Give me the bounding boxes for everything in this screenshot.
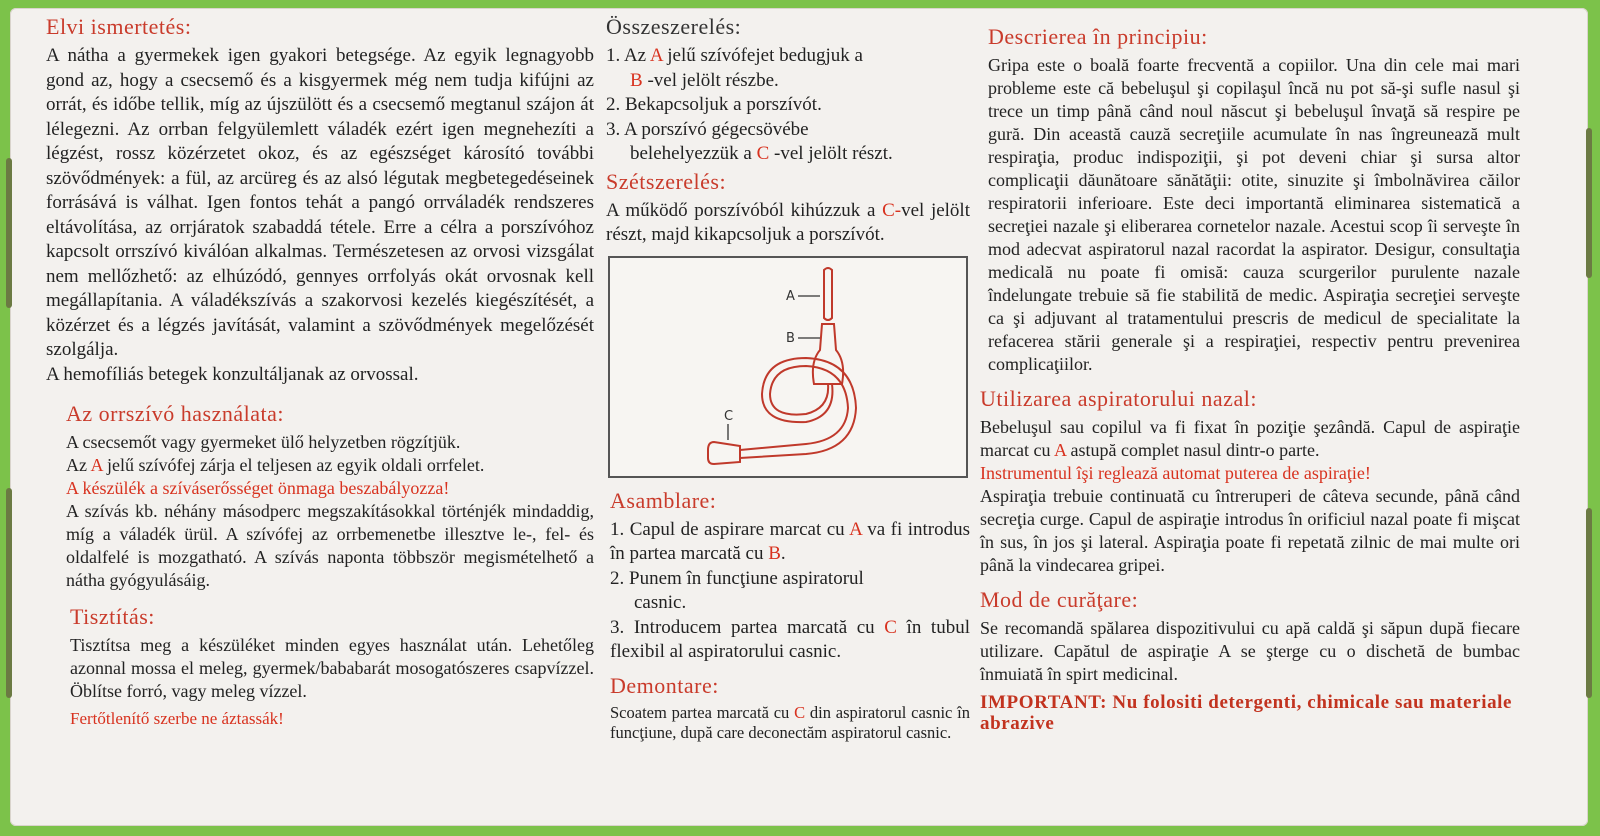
section-title-disassembly-hu: Szétszerelés:	[606, 168, 727, 194]
right-edge-mark	[1586, 508, 1592, 698]
hemophilia-note-hu: A hemofíliás betegek konzultáljanak az orvossal.	[46, 363, 419, 385]
disinfect-warning-hu: Fertőtlenítő szerbe ne áztassák!	[70, 709, 284, 728]
aspirator-illustration	[610, 258, 966, 476]
usage-line-2-hu: Az A jelű szívófej zárja el teljesen az egyik oldali orrfelet.	[66, 455, 485, 475]
usage-text-2-ro: Aspiraţia trebuie continuată cu întreruperi de câteva secunde, până când secreţia curge. Capul de aspiraţie introdus în orificiul nazal poate fi mişcat în sus, în jos şi lateral. Aspiraţia poate fi repetată zilnic de mai multe ori până la vindecarea gripei.	[980, 486, 1520, 575]
assembly-step-1-hu: 1. Az A jelű szívófejet bedugjuk a	[606, 45, 863, 66]
usage-text-hu: A szívás kb. néhány másodperc megszakításokkal történjék mindaddig, míg a váladék ürül. A szívófej az orrbemenetbe illesztve le-, fel- és oldalfelé is mozgatható. A szívás naponta többször megismételhető a nátha gyógyulásáig.	[66, 501, 594, 590]
section-title-principle-hu: Elvi ismertetés:	[46, 14, 192, 39]
assembly-step-1-ro: 1. Capul de aspirare marcat cu A va fi introdus în partea marcată cu B.	[610, 518, 970, 564]
label-a: A	[786, 288, 795, 304]
right-edge-mark	[1586, 128, 1592, 278]
romanian-column	[980, 14, 1520, 753]
label-c: C	[724, 408, 734, 424]
cleaning-text-hu: Tisztítsa meg a készüléket minden egyes használat után. Lehetőleg azonnal mossa el meleg, gyermek/bababarát mosogatószeres csapvízzel. Öblítse forró, vagy meleg vízzel.	[70, 635, 594, 701]
assembly-step-3-hu: 3. A porszívó gégecsövébe	[606, 118, 809, 140]
left-edge-mark	[6, 488, 12, 698]
principle-text-ro: Gripa este o boală foarte frecventă a copiilor. Una din cele mai mari probleme este că bebeluşul şi copilaşul încă nu pot să-şi sufle nasul şi trece un timp până când noul născut şi bebeluşul învaţă să respire pe gură. Din această cauză secreţiile acumulate în nas îngreunează mult respiraţia, produc indispoziţii, şi pot deveni chiar şi sursa altor complicaţii dăunătoare sănătăţii: otite, sinuzite şi îmbolnăvirea căilor respiratorii inferioare. Este deci importantă eliminarea sistematică a secreţiei nazale şi eliberarea cornetelor nazale. Acestui scop îi serveşte în mod adecvat aspiratorul nazal racordat la aspirator. Desigur, consultaţia medicală nu poate fi omisă: cauza scurgerilor purulente nazale îndelungate trebuie să fie stabilită de medic. Aspiraţia secreţiei serveşte ca şi adjuvant al tratamentului prescris de medicul de specialitate la refacerea stării generale şi a respiraţiei, respectiv pentru prevenirea complicaţiilor.	[988, 55, 1520, 374]
section-title-usage-ro: Utilizarea aspiratorului nazal:	[980, 386, 1257, 411]
aspirator-diagram	[608, 256, 968, 478]
instruction-leaflet	[10, 8, 1588, 826]
usage-line-1-hu: A csecsemőt vagy gyermeket ülő helyzetben rögzítjük.	[66, 432, 461, 452]
section-title-principle-ro: Descrierea în principiu:	[988, 24, 1208, 49]
usage-block-hu	[46, 431, 594, 592]
section-title-cleaning-hu: Tisztítás:	[70, 604, 155, 629]
principle-text-hu: A nátha a gyermekek igen gyakori betegsége. Az egyik legnagyobb gond az, hogy a csecsemő és a kisgyermek még nem tudja kifújni az orrát, és időbe tellik, míg az újszülött és a csecsemő megtanul szájon át lélegezni. Az orrban felgyülemlett váladék ezért igen megnehezíti a légzést, rossz közérzetet okoz, és az egészséget károsító további szövődmények: a fül, az arcüreg és az alsó légutak megbetegedéseinek forrásává is válhat. Igen fontos tehát a pangó orrváladék rendszeres eltávolítása, az orrjáratok szabaddá tétele. Erre a célra a porszívóhoz kapcsolt orrszívó kiválóan alkalmas. Természetesen az orvosi vizsgálat nem mellőzhető: az elhúzódó, gennyes orrfolyás okát orvosnak kell megállapítania. A váladékszívás a szakorvosi kezelés kiegészítését, a közérzet és a légzés javítását, valamint a szövődmények megelőzését szolgálja.	[46, 45, 594, 360]
section-title-usage-hu: Az orrszívó használata:	[66, 401, 284, 426]
flexible-tube	[740, 366, 848, 450]
assembly-block-ro	[606, 488, 970, 743]
mark-a: A	[90, 455, 103, 475]
cleaning-block-hu	[46, 634, 594, 730]
flexible-tube-outer	[740, 358, 856, 458]
cleaning-text-ro: Se recomandă spălarea dispozitivului cu apă caldă şi săpun după fiecare utilizare. Capătul de aspiraţie A se şterge cu o dischetă de bumbac înmuiată în spirt medicinal.	[980, 618, 1520, 684]
auto-regulate-note-hu: A készülék a szíváserősséget önmaga beszabályozza!	[66, 478, 450, 498]
assembly-steps-hu	[606, 44, 970, 167]
vacuum-adapter-c	[708, 442, 740, 464]
left-edge-mark	[6, 158, 12, 308]
important-warning-ro: IMPORTANT: Nu folositi detergenti, chimicale sau materiale abrazive	[980, 692, 1513, 734]
suction-tip-a	[824, 268, 832, 320]
hungarian-column	[46, 14, 594, 730]
label-b: B	[786, 330, 795, 346]
auto-regulate-note-ro: Instrumentul îşi reglează automat puterea de aspiraţie!	[980, 463, 1371, 483]
assembly-step-3-cont-hu: belehelyezzük a C -vel jelölt részt.	[630, 143, 893, 164]
assembly-step-2-ro: 2. Punem în funcţiune aspiratorul	[610, 567, 864, 589]
assembly-step-1-cont-hu: B -vel jelölt részbe.	[630, 69, 779, 91]
assembly-step-3-ro: 3. Introducem partea marcată cu C în tubul flexibil al aspiratorului casnic.	[610, 616, 970, 662]
disassembly-text-ro: Scoatem partea marcată cu C din aspiratorul casnic în funcţiune, după care deconectăm aspiratorul casnic.	[610, 702, 970, 742]
assembly-step-2-hu: 2. Bekapcsoljuk a porszívót.	[606, 94, 822, 115]
section-title-disassembly-ro: Demontare:	[610, 672, 719, 698]
connector-part-b	[813, 324, 843, 384]
assembly-column	[606, 14, 970, 743]
section-title-assembly-ro: Asamblare:	[610, 487, 717, 513]
section-title-cleaning-ro: Mod de curăţare:	[980, 587, 1139, 612]
assembly-step-2-cont-ro: casnic.	[634, 592, 687, 613]
usage-text-ro: Bebeluşul sau copilul va fi fixat în poziţie şezândă. Capul de aspiraţie marcat cu A astupă complet nasul dintr-o parte.	[980, 417, 1520, 460]
disassembly-text-hu: A működő porszívóból kihúzzuk a C-vel jelölt részt, majd kikapcsoljuk a porszívót.	[606, 199, 970, 245]
section-title-assembly-hu: Összeszerelés:	[606, 14, 742, 39]
